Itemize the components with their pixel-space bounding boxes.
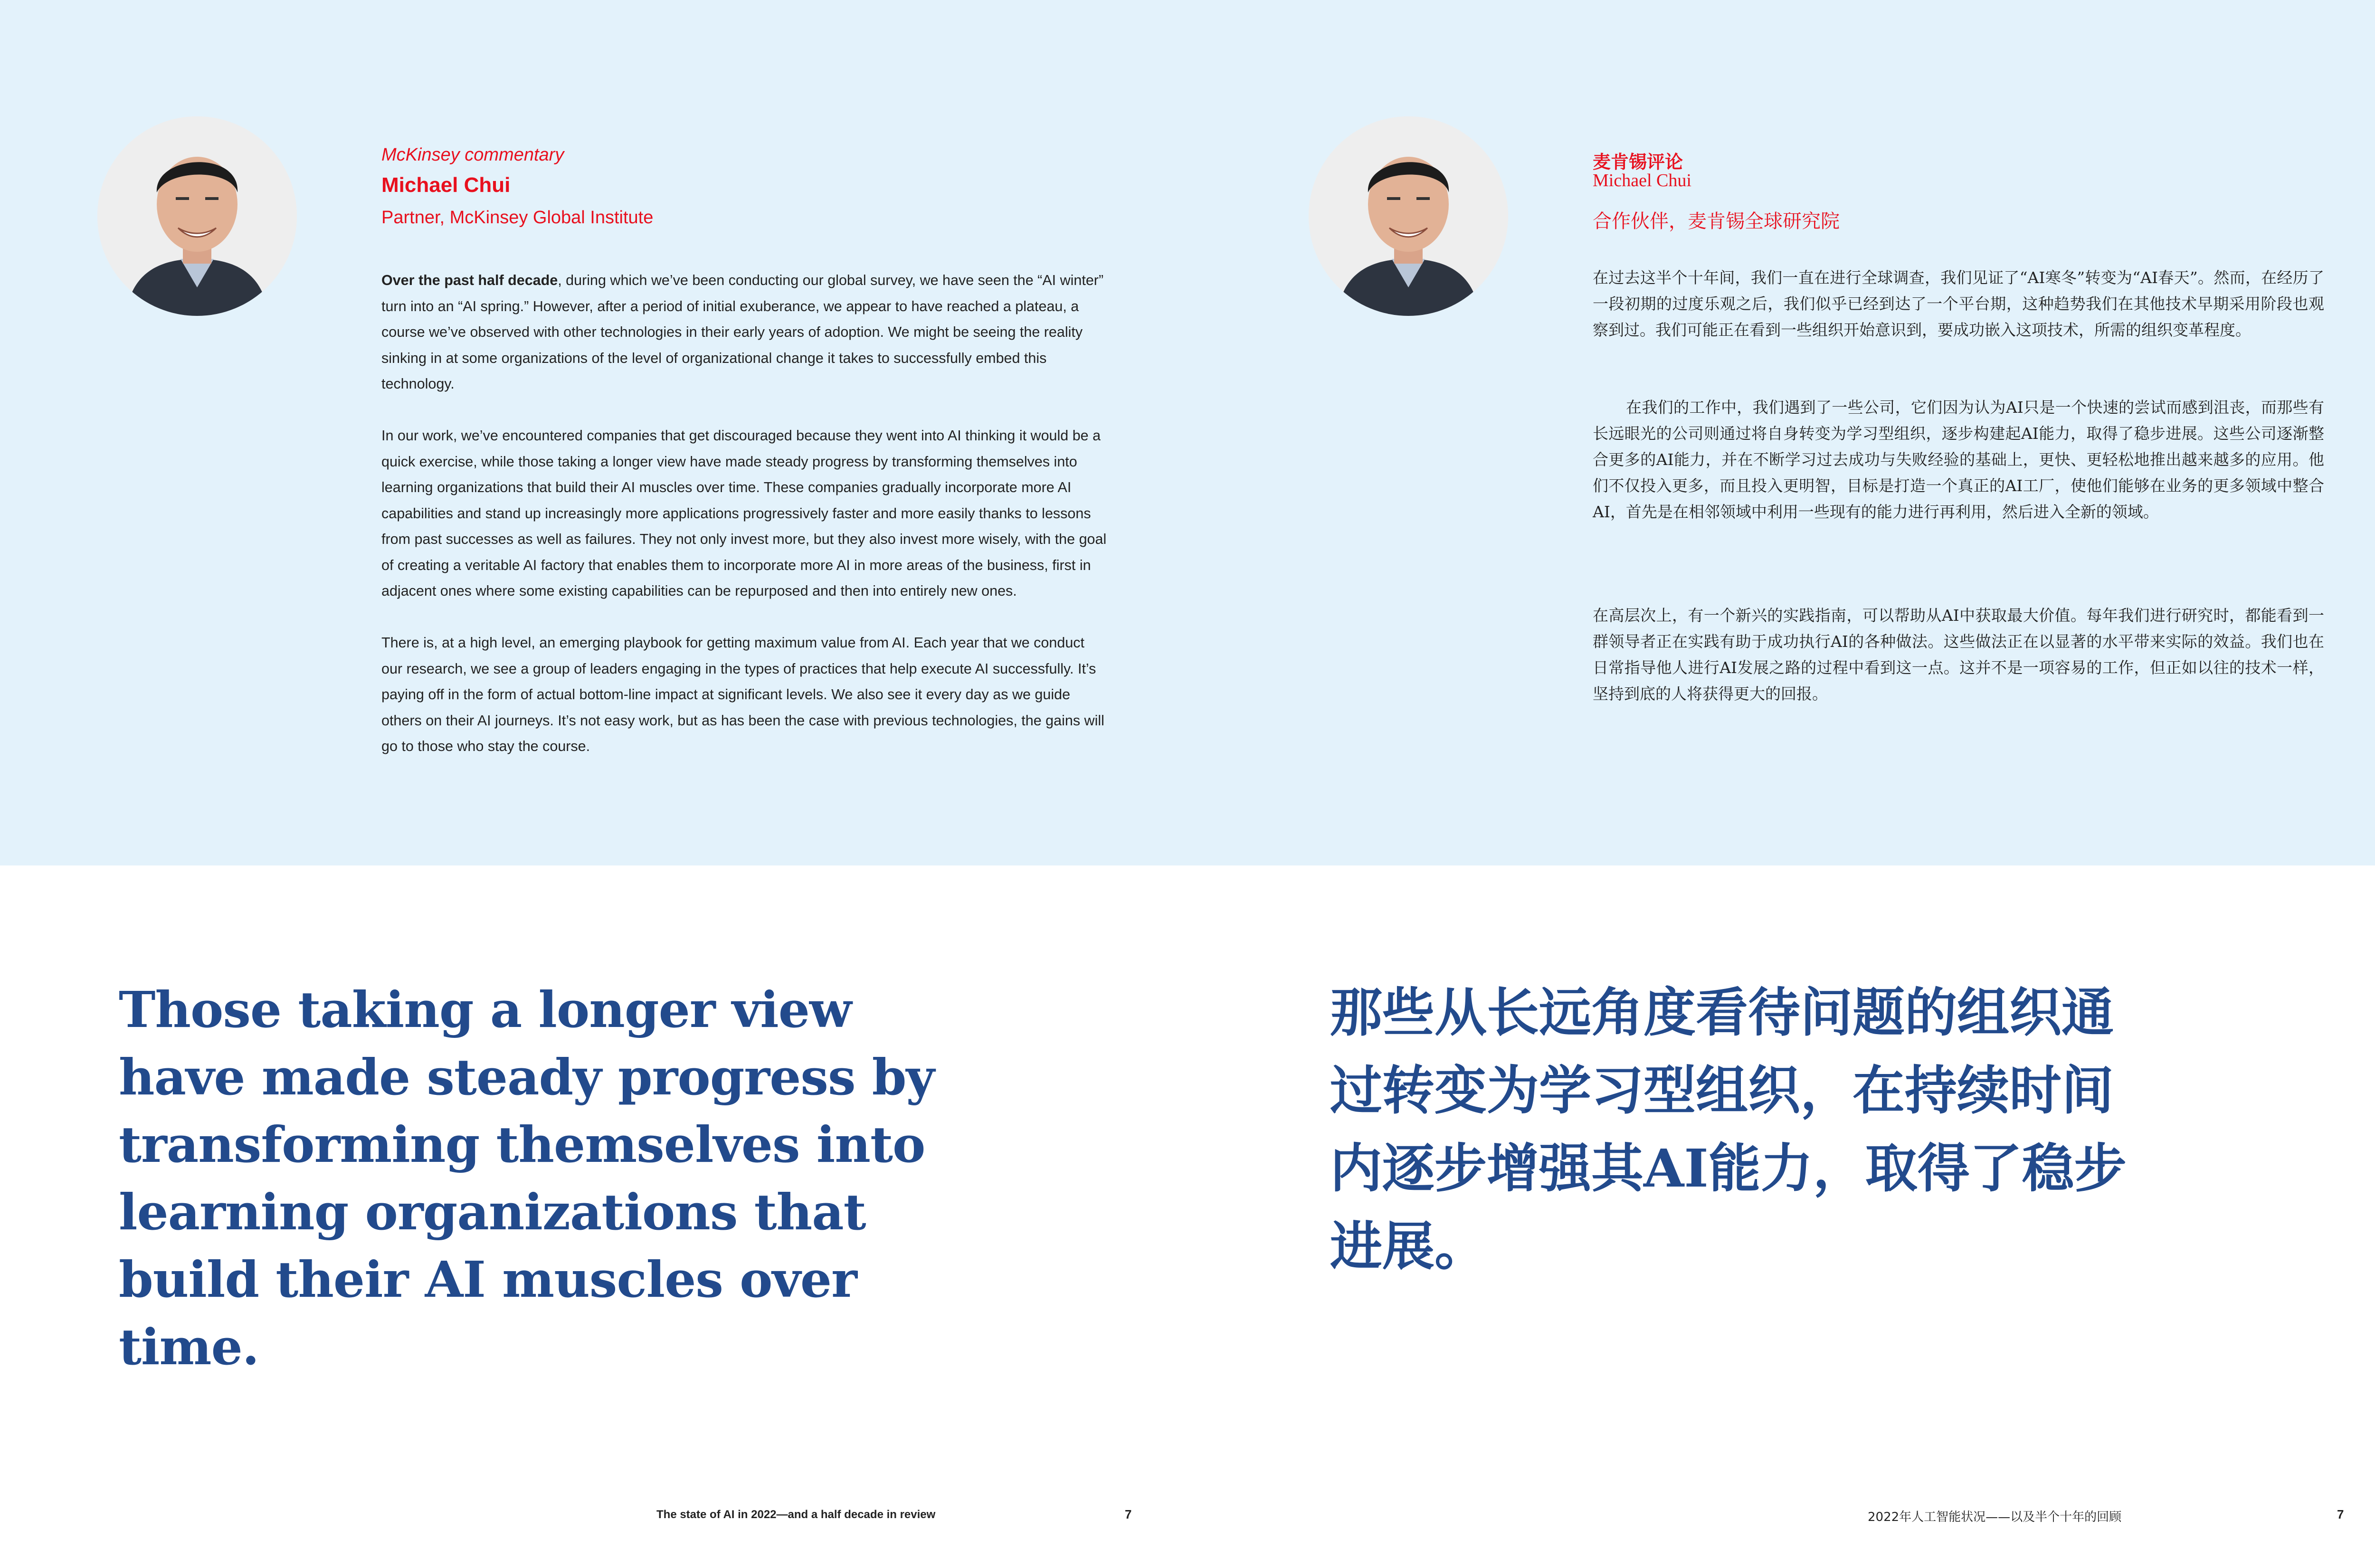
paragraph-3: There is, at a high level, an emerging playbook for getting maximum value from AI. Each year that we conduct our research, we see a group of leaders engaging in the types of practices that help execute AI successfully. It’s paying off in the form of actual bottom-line impact at significant levels. We also see it every day as we guide others on their AI journeys. It’s not easy work, but as has been the case with previous technologies, the gains will go to those who stay the course. <box>381 635 1104 754</box>
portrait-icon <box>1309 116 1508 316</box>
author-name: Michael Chui <box>381 173 511 197</box>
commentary-body-en <box>381 267 1108 785</box>
paragraph-zh-1: 在过去这半个十年间，我们一直在进行全球调查，我们见证了“AI寒冬”转变为“AI春天”。然而，在经历了一段初期的过度乐观之后，我们似乎已经到达了一个平台期，这种趋势我们在其他技术早期采用阶段也观察到过。我们可能正在看到一些组织开始意识到，要成功嵌入这项技术，所需的组织变革程度。 <box>1593 268 2324 339</box>
pull-quote-en: Those taking a longer view have made steady progress by transforming themselves into learning organizations that build their AI muscles over time. <box>119 980 934 1376</box>
paragraph-1-lead: Over the past half decade <box>381 272 558 288</box>
commentary-body-zh <box>1593 265 2324 707</box>
author-role: Partner, McKinsey Global Institute <box>381 208 654 228</box>
pull-quote-zh: 那些从长远角度看待问题的组织通过转变为学习型组织，在持续时间内逐步增强其AI能力，取得了稳步进展。 <box>1330 982 2127 1277</box>
paragraph-zh-2: 在我们的工作中，我们遇到了一些公司，它们因为认为AI只是一个快速的尝试而感到沮丧，而那些有长远眼光的公司则通过将自身转变为学习型组织，逐步构建起AI能力，取得了稳步进展。这些公司逐渐整合更多的AI能力，并在不断学习过去成功与失败经验的基础上，更快、更轻松地推出越来越多的应用。他们不仅投入更多，而且投入更明智，目标是打造一个真正的AI工厂，使他们能够在业务的更多领域中整合AI，首先是在相邻领域中利用一些现有的能力进行再利用，然后进入全新的领域。 <box>1593 398 2324 521</box>
paragraph-1 <box>381 267 1108 397</box>
page-number-en: 7 <box>1125 1507 1132 1521</box>
portrait-photo-right <box>1309 116 1508 316</box>
paragraph-1-text: , during which we’ve been conducting our global survey, we have seen the “AI winter” turn into an “AI spring.” However, after a period of initial exuberance, we appear to have reached a plateau, a course we’ve observed with other technologies in their early years of adoption. We might be seeing the reality sinking in at some organizations of the level of organizational change it takes to successfully embed this technology. <box>381 272 1104 392</box>
commentary-kicker-zh: 麦肯锡评论 <box>1593 152 1683 172</box>
portrait-photo-left <box>97 116 297 316</box>
portrait-icon <box>97 116 297 316</box>
paragraph-2: In our work, we’ve encountered companies that get discouraged because they went into AI thinking it would be a quick exercise, while those taking a longer view have made steady progress by transforming themselves into learning organizations that build their AI muscles over time. These companies gradually incorporate more AI capabilities and stand up increasingly more applications progressively faster and more easily thanks to lessons from past successes as well as failures. They not only invest more, but they also invest more wisely, with the goal of creating a veritable AI factory that enables them to incorporate more AI in more areas of the business, first in adjacent ones where some existing capabilities can be repurposed and then into entirely new ones. <box>381 428 1107 599</box>
author-role-zh: 合作伙伴，麦肯锡全球研究院 <box>1593 210 1840 232</box>
footer-title-en: The state of AI in 2022—and a half decade in review <box>656 1508 936 1521</box>
paragraph-zh-3: 在高层次上，有一个新兴的实践指南，可以帮助从AI中获取最大价值。每年我们进行研究时，都能看到一群领导者正在实践有助于成功执行AI的各种做法。这些做法正在以显著的水平带来实际的效益。我们也在日常指导他人进行AI发展之路的过程中看到这一点。这并不是一项容易的工作，但正如以往的技术一样，坚持到底的人将获得更大的回报。 <box>1593 606 2324 703</box>
page-number-zh: 7 <box>2337 1507 2344 1521</box>
author-name-zh: Michael Chui <box>1593 171 1691 190</box>
commentary-kicker: McKinsey commentary <box>381 145 564 165</box>
footer-title-zh: 2022年人工智能状况——以及半个十年的回顾 <box>1868 1510 2122 1524</box>
